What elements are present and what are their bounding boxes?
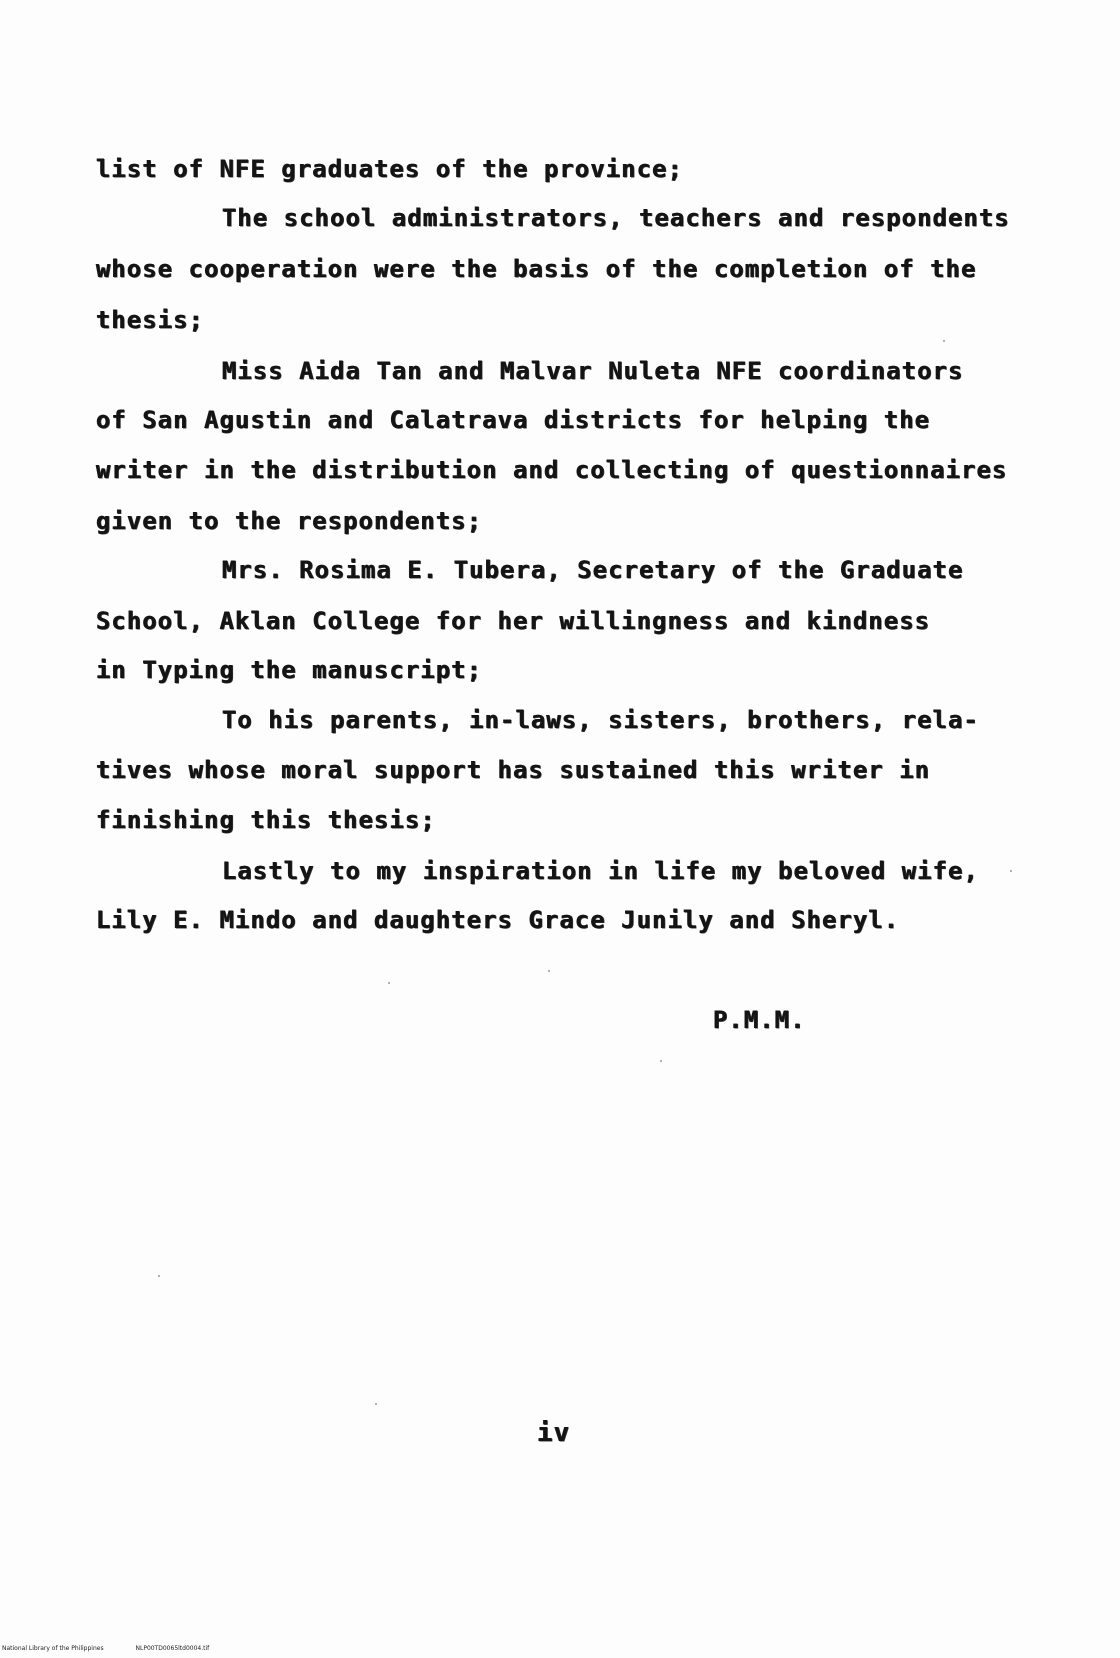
scan-speck (660, 1060, 662, 1062)
text-line-1: list of NFE graduates of the province; (96, 155, 684, 183)
signature-initials: P.M.M. (713, 1006, 806, 1034)
scan-footer (2, 1645, 239, 1652)
text-line-11: in Typing the manuscript; (96, 656, 483, 684)
text-line-7: writer in the distribution and collecting of questionnaires (96, 456, 1008, 484)
text-line-9: Mrs. Rosima E. Tubera, Secretary of the Graduate (222, 556, 964, 584)
text-line-2: The school administrators, teachers and respondents (222, 204, 1010, 232)
text-line-4: thesis; (96, 306, 205, 334)
text-line-16: Lily E. Mindo and daughters Grace Junily and Sheryl. (96, 906, 900, 934)
scan-speck (375, 1403, 377, 1405)
footer-library: National Library of the Philippines (2, 1645, 104, 1652)
page-number: iv (537, 1418, 571, 1448)
scan-speck (158, 1275, 160, 1277)
footer-file-id: NLP00TD0065ltd0004.tif (135, 1645, 210, 1652)
text-line-12: To his parents, in-laws, sisters, brothers, rela- (222, 706, 980, 734)
text-line-14: finishing this thesis; (96, 806, 436, 834)
text-line-15: Lastly to my inspiration in life my beloved wife, (222, 857, 980, 885)
text-line-10: School, Aklan College for her willingness and kindness (96, 607, 931, 635)
scan-speck (943, 340, 945, 342)
text-line-13: tives whose moral support has sustained this writer in (96, 756, 931, 784)
text-line-6: of San Agustin and Calatrava districts for helping the (96, 406, 931, 434)
scan-speck (388, 982, 390, 984)
text-line-8: given to the respondents; (96, 507, 483, 535)
scan-speck (548, 970, 550, 972)
scan-speck (1010, 870, 1012, 872)
text-line-5: Miss Aida Tan and Malvar Nuleta NFE coordinators (222, 357, 964, 385)
text-line-3: whose cooperation were the basis of the completion of the (96, 255, 977, 283)
